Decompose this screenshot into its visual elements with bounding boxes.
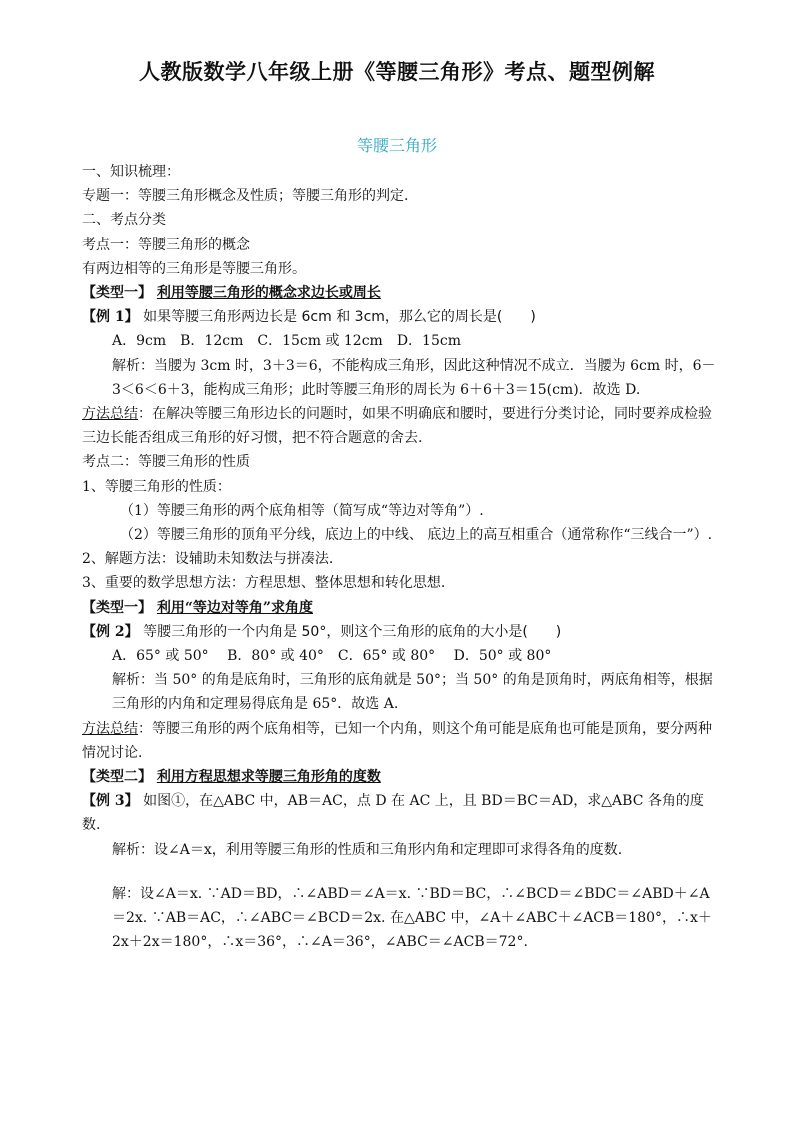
- definition-text: 有两边相等的三角形是等腰三角形。: [82, 260, 306, 277]
- type-label: 【类型一】: [82, 285, 152, 302]
- type-label: 【类型二】: [82, 769, 152, 786]
- type-heading-2a: [82, 596, 722, 620]
- type-heading-1a: [82, 281, 722, 305]
- method-label: 方法总结: [82, 406, 138, 423]
- type-title: 利用方程思想求等腰三角形角的度数: [156, 769, 381, 786]
- example-question: 如果等腰三角形两边长是 6cm 和 3cm，那么它的周长是( ): [143, 309, 536, 326]
- example-3: [82, 789, 722, 837]
- point-two-heading: 考点二：等腰三角形的性质: [82, 454, 250, 471]
- example-1: [82, 305, 722, 329]
- type-label: 【类型一】: [82, 599, 152, 616]
- page-title: 人教版数学八年级上册《等腰三角形》考点、题型例解: [139, 59, 655, 84]
- property-heading: 1、等腰三角形的性质：: [82, 478, 231, 495]
- method-summary-2: [82, 717, 722, 765]
- example-2-options: A．65° 或 50° B．80° 或 40° C．65° 或 80° D．50° 或 80°: [112, 648, 552, 665]
- property-2: （2）等腰三角形的顶角平分线，底边上的中线、 底边上的高互相重合（通常称作“三线合一”）.: [120, 527, 713, 544]
- math-thinking: 3、重要的数学思想方法：方程思想、整体思想和转化思想.: [82, 575, 446, 592]
- spacer: [82, 862, 722, 882]
- example-1-analysis: 解析：当腰为 3cm 时，3＋3＝6，不能构成三角形，因此这种情况不成立．当腰为 6cm 时，6－3＜6＜6＋3，能构成三角形；此时等腰三角形的周长为 6＋6＋3＝15(cm)．故选 D.: [112, 357, 716, 398]
- heading-knowledge: 一、知识梳理：: [82, 164, 180, 180]
- example-1-options: A．9cm B．12cm C．15cm 或 12cm D．15cm: [112, 333, 461, 350]
- example-3-solution: 解：设∠A＝x. ∵AD＝BD，∴∠ABD＝∠A＝x. ∵BD＝BC，∴∠BCD＝∠BDC＝∠ABD＋∠A＝2x. ∵AB＝AC，∴∠ABC＝∠BCD＝2x. 在△ABC 中，∠A＋∠ABC＋∠ACB＝180°，∴x＋2x＋2x＝180°，∴x＝36°，∴∠A＝36°，∠ABC＝∠ACB＝72°.: [112, 885, 712, 951]
- example-label: 【例 2】: [82, 623, 139, 640]
- type-title: 利用“等边对等角”求角度: [156, 599, 313, 616]
- method-summary-1: [82, 402, 722, 450]
- example-question: 如图①，在△ABC 中，AB＝AC，点 D 在 AC 上，且 BD＝BC＝AD，求△ABC 各角的度数.: [82, 793, 704, 834]
- example-2-analysis: 解析：当 50° 的角是底角时，三角形的底角就是 50°；当 50° 的角是顶角时，两底角相等，根据三角形的内角和定理易得底角是 65°．故选 A.: [112, 672, 713, 713]
- example-3-analysis: 解析：设∠A＝x，利用等腰三角形的性质和三角形内角和定理即可求得各角的度数.: [112, 841, 623, 858]
- example-2: [82, 620, 722, 644]
- type-title: 利用等腰三角形的概念求边长或周长: [156, 285, 381, 302]
- example-label: 【例 3】: [82, 793, 139, 810]
- method-label: 方法总结: [82, 720, 138, 737]
- method-text: ：等腰三角形的两个底角相等，已知一个内角，则这个角可能是底角也可能是顶角，要分两种情况讨论.: [82, 720, 712, 761]
- section-title: 等腰三角形: [356, 136, 437, 155]
- property-1: （1）等腰三角形的两个底角相等（简写成“等边对等角”）.: [120, 502, 484, 519]
- heading-classification: 二、考点分类: [82, 212, 166, 229]
- document-body: [82, 160, 722, 955]
- example-question: 等腰三角形的一个内角是 50°，则这个三角形的底角的大小是( ): [143, 623, 562, 640]
- point-one-heading: 考点一：等腰三角形的概念: [82, 236, 250, 253]
- example-label: 【例 1】: [82, 309, 139, 326]
- type-heading-2b: [82, 765, 722, 789]
- solving-method: 2、解题方法：设辅助未知数法与拼凑法.: [82, 551, 334, 568]
- method-text: ：在解决等腰三角形边长的问题时，如果不明确底和腰时，要进行分类讨论，同时要养成检验三边长能否组成三角形的好习惯，把不符合题意的舍去.: [82, 406, 712, 447]
- topic-one: 专题一：等腰三角形概念及性质；等腰三角形的判定.: [82, 188, 409, 205]
